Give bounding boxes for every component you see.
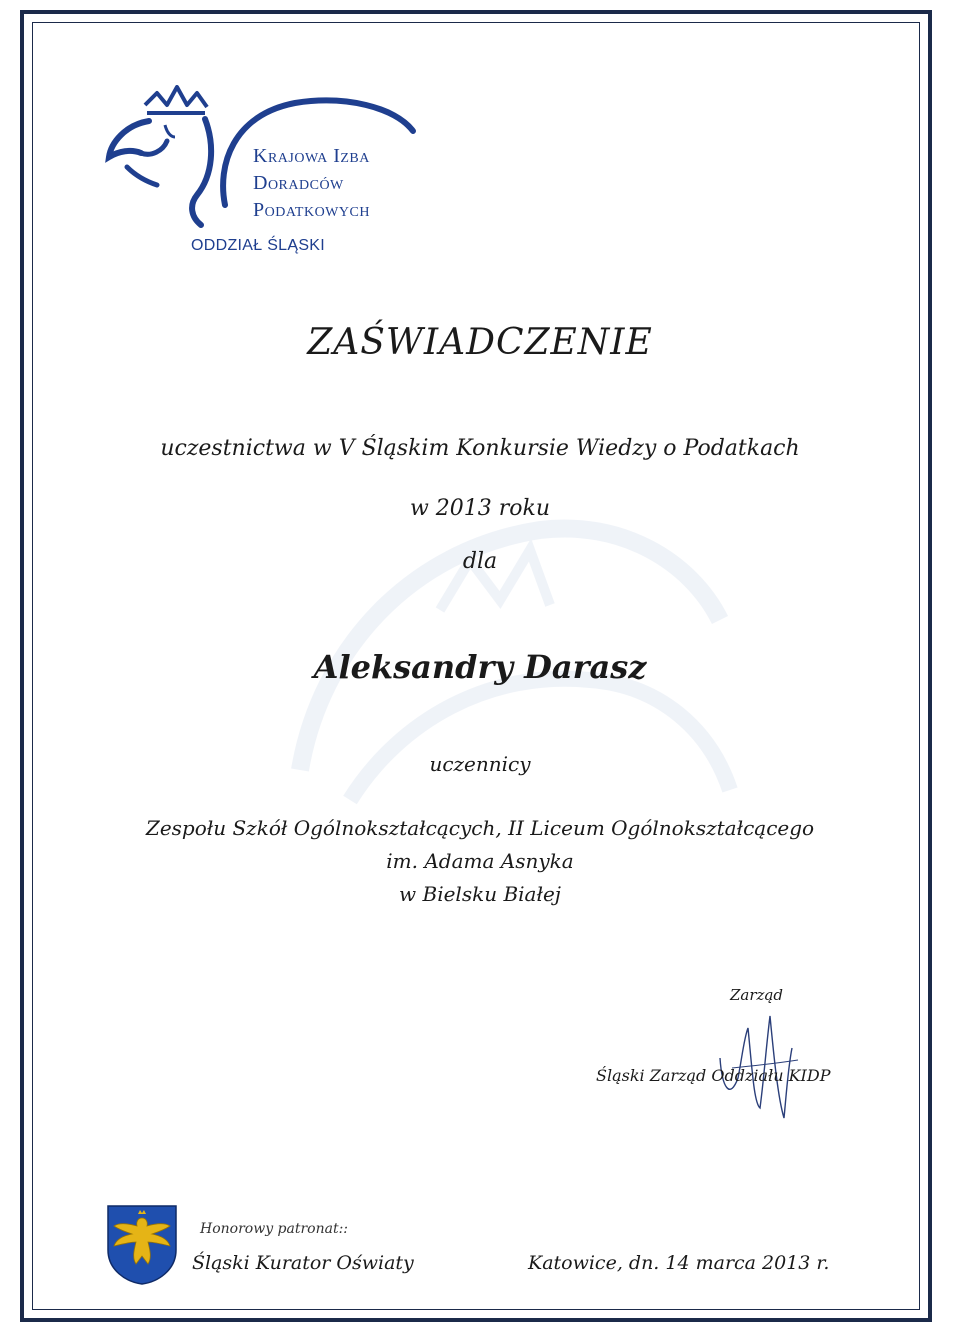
school-line-2: im. Adama Asnyka	[386, 849, 574, 873]
patron-name: Śląski Kurator Oświaty	[192, 1252, 414, 1274]
signature-body: Śląski Zarząd Oddziału KIDP	[596, 1066, 831, 1085]
signature-label: Zarząd	[730, 986, 783, 1004]
school-line-1: Zespołu Szkół Ogólnokształcących, II Liceum Ogólnokształcącego	[145, 816, 815, 840]
kidp-logo	[105, 85, 445, 270]
recipient-role: uczennicy	[429, 752, 531, 776]
certificate-line-2: w 2013 roku	[409, 496, 551, 521]
place-and-date: Katowice, dn. 14 marca 2013 r.	[528, 1252, 830, 1274]
logo-branch: ODDZIAŁ ŚLĄSKI	[191, 237, 326, 254]
patron-label: Honorowy patronat::	[200, 1221, 349, 1237]
certificate-line-1: uczestnictwa w V Śląskim Konkursie Wiedzy o Podatkach	[160, 436, 800, 461]
logo-wordmark	[253, 143, 370, 224]
logo-line-2: Doradców	[253, 172, 344, 194]
logo-line-3: Podatkowych	[253, 199, 370, 221]
silesia-coat-of-arms-icon	[106, 1204, 178, 1286]
school-line-3: w Bielsku Białej	[399, 882, 561, 906]
logo-line-1: Krajowa Izba	[253, 145, 370, 167]
recipient-name: Aleksandry Darasz	[313, 648, 647, 686]
certificate-line-3: dla	[462, 549, 498, 574]
certificate-title: ZAŚWIADCZENIE	[307, 322, 653, 363]
